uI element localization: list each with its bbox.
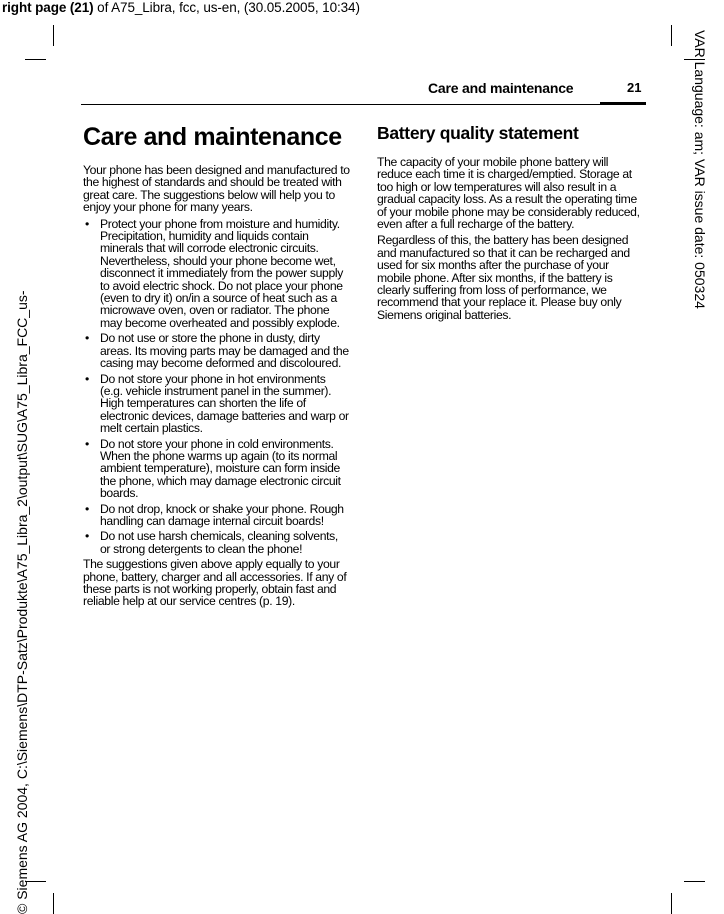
crop-mark-bottom-right-h <box>684 881 705 882</box>
care-heading: Care and maintenance <box>83 123 342 151</box>
battery-section <box>377 122 644 325</box>
care-bullet: • Do not store your phone in cold environments. When the phone warms up again (to its normal ambient temperature), moisture can form inside the phone, which may damage electronic circuit boards. <box>83 438 351 500</box>
print-header-label: right page (21) <box>2 0 94 15</box>
crop-mark-top-left-h <box>25 59 46 60</box>
care-intro: Your phone has been designed and manufactured to the highest of standards and should be treated with great care. The suggestions below will help you to enjoy your phone for many years. <box>83 163 350 215</box>
crop-mark-top-right-v <box>671 25 672 46</box>
care-bullet: • Protect your phone from moisture and humidity. Precipitation, humidity and liquids contain minerals that will corrode electronic circuits. Nevertheless, should your phone become wet, disconnect it immediately from the power supply to avoid electric shock. Do not place your phone (even to dry it) on/in a source of heat such as a microwave oven, oven or radiator. The phone may become overheated and possibly explode. <box>83 218 351 330</box>
header-rule <box>81 104 646 105</box>
side-text-right: VAR Language: am; VAR issue date: 050324 <box>692 30 708 309</box>
care-section <box>83 122 351 612</box>
print-header <box>2 0 360 15</box>
crop-mark-bottom-right-v <box>671 893 672 914</box>
care-bullet-list <box>83 218 351 556</box>
header-rule-accent <box>600 102 646 105</box>
care-bullet: • Do not store your phone in hot environments (e.g. vehicle instrument panel in the summer). High temperatures can shorten the life of electronic devices, damage batteries and warp or melt certain plastics. <box>83 373 351 435</box>
crop-mark-bottom-left-v <box>53 893 54 914</box>
care-bullet: • Do not use or store the phone in dusty, dirty areas. Its moving parts may be damaged and the casing may become deformed and discoloured. <box>83 332 351 369</box>
battery-paragraph-2: Regardless of this, the battery has been designed and manufactured so that it can be recharged and used for six months after the purchase of your mobile phone. After six months, if the battery is clearly suffering from loss of performance, we recommend that your replace it. Please buy only Siemens original batteries. <box>377 233 630 322</box>
crop-mark-top-left-v <box>53 25 54 46</box>
battery-paragraph-1: The capacity of your mobile phone battery will reduce each time it is charged/emptied. Storage at too high or low temperatures will also result in a gradual capacity loss. As a result the operating time of your mobile phone may be considerably reduced, even after a full recharge of the battery. <box>377 155 640 232</box>
care-closing: The suggestions given above apply equally to your phone, battery, charger and all accessories. If any of these parts is not working properly, obtain fast and reliable help at our service centres (p. 19). <box>83 557 347 609</box>
care-bullet: • Do not use harsh chemicals, cleaning solvents, or strong detergents to clean the phone! <box>83 530 351 555</box>
battery-heading: Battery quality statement <box>377 123 579 143</box>
care-bullet: • Do not drop, knock or shake your phone. Rough handling can damage internal circuit boards! <box>83 503 351 528</box>
side-text-left: © Siemens AG 2004, C:\Siemens\DTP-Satz\Produkte\A75_Libra_2\output\SUG\A75_Libra_FCC_us- <box>14 290 30 914</box>
running-head-title: Care and maintenance <box>428 80 574 96</box>
page-number: 21 <box>627 80 642 95</box>
print-header-details: of A75_Libra, fcc, us-en, (30.05.2005, 10:34) <box>93 0 360 15</box>
